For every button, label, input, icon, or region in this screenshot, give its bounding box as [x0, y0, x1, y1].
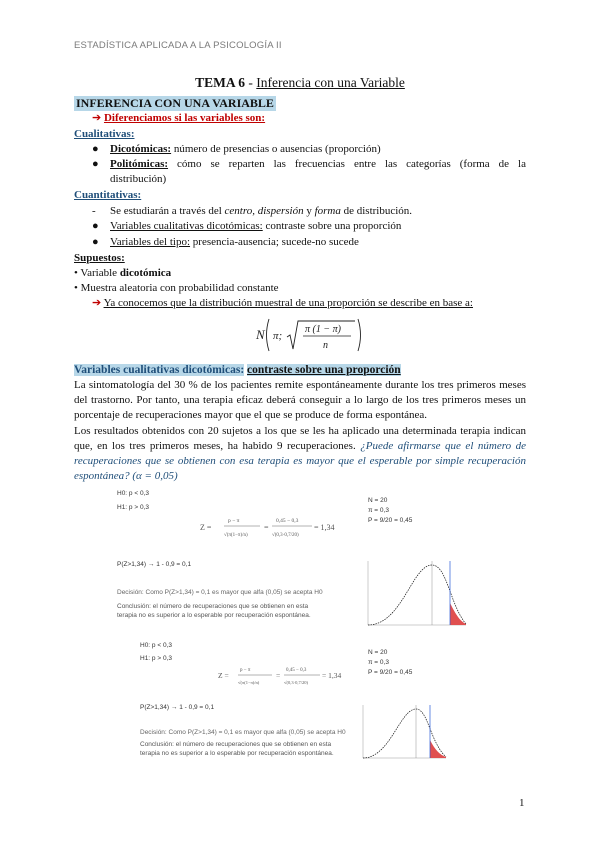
dicotomicas-item	[92, 142, 381, 156]
vdt-item	[92, 235, 359, 249]
b2-normal-curve-chart	[358, 700, 450, 766]
proportion-formula	[253, 315, 371, 355]
b2-n: N = 20	[368, 649, 388, 656]
section-heading-vcd	[74, 363, 401, 377]
bullet-icon: ●	[92, 236, 99, 248]
b1-prob: P(Z>1,34) → 1 - 0,9 = 0,1	[117, 561, 192, 568]
vcd-text: contraste sobre una proporción	[262, 220, 402, 232]
b1-z-formula	[200, 512, 360, 544]
section-heading-inferencia: INFERENCIA CON UNA VARIABLE	[76, 96, 274, 110]
supuesto-2: • Muestra aleatoria con probabilidad constante	[74, 282, 279, 294]
b1-p: P = 9/20 = 0,45	[368, 517, 413, 524]
b2-tail-area	[430, 740, 446, 758]
bullet-icon: ●	[92, 143, 99, 155]
p2-b: ¿Puede afirmarse que el número de recuperaciones que se obtienen con esa terapia es mayor que el esperable por simple recuperación espontánea? (α = 0,05)	[74, 440, 526, 482]
b1-pi: π = 0,3	[368, 507, 389, 514]
problem-paragraph-1: La sintomatología del 30 % de los pacientes remite espontáneamente durante los tres primeros meses del trastorno. Por tanto, una terapia eficaz deberá conseguir a lo largo de los tres primeros meses un porcentaje de recuperaciones mayor que el que se produce de forma espontánea.	[74, 379, 526, 421]
b2-z-formula	[218, 662, 368, 692]
page-number: 1	[519, 797, 525, 809]
diferenciamos-line	[92, 111, 265, 125]
b1-conclusion2: terapia no es superior a lo esperable por recuperación espontánea.	[117, 612, 311, 619]
b2-curve-svg	[358, 700, 450, 766]
b2-f2num: 0,45 − 0,3	[286, 668, 307, 673]
cuant-text-a: Se estudiarán a través del	[110, 205, 225, 217]
b2-h0: H0: p < 0,3	[140, 642, 172, 649]
arrow-icon: ➔	[92, 297, 102, 309]
supuestos-heading: Supuestos:	[74, 252, 125, 264]
bullet-icon: ●	[92, 158, 99, 170]
page-title	[0, 75, 600, 91]
b2-z-svg	[218, 662, 368, 692]
cualitativas-heading: Cualitativas:	[74, 128, 135, 140]
p2-a: Los resultados obtenidos con 20 sujetos a los que se les ha aplicado una determinada terapia indican que, en los tres primeros meses, ha habido 9 recuperaciones.	[74, 425, 526, 452]
svg-text:=: =	[264, 523, 269, 532]
running-header: ESTADÍSTICA APLICADA A LA PSICOLOGÍA II	[74, 40, 282, 51]
formula-pi: π;	[273, 330, 283, 342]
b1-z-svg	[200, 512, 360, 544]
b2-prob: P(Z>1,34) → 1 - 0,9 = 0,1	[140, 704, 215, 711]
diferenciamos-text: Diferenciamos si las variables son:	[103, 112, 266, 124]
vdt-label: Variables del tipo:	[110, 236, 191, 248]
b2-f1num: p − π	[240, 668, 251, 673]
arrow-icon: ➔	[92, 112, 102, 124]
b1-tail-area	[450, 603, 466, 625]
b1-zval: = 1,34	[314, 523, 335, 532]
cuant-text-d: forma	[314, 205, 341, 217]
b2-pi: π = 0,3	[368, 659, 389, 666]
svg-text:=: =	[276, 671, 281, 680]
b1-f1den: √(π(1−π)/n)	[224, 533, 248, 538]
b2-f1den: √(π(1−π)/n)	[238, 680, 260, 685]
politomicas-text2: distribución)	[110, 173, 167, 185]
ya-conocemos-line	[92, 296, 473, 310]
dicotomicas-label: Dicotómicas:	[110, 143, 172, 155]
bullet-icon: ●	[92, 220, 99, 232]
b2-h1: H1: p > 0,3	[140, 655, 172, 662]
formula-n: N	[256, 327, 265, 342]
b2-f2den: √(0,3·0,7/20)	[284, 680, 308, 685]
problem-paragraph-2	[74, 424, 526, 484]
b2-p: P = 9/20 = 0,45	[368, 669, 413, 676]
formula-svg	[253, 315, 371, 355]
politomicas-item	[92, 157, 526, 171]
b2-zval: = 1,34	[322, 671, 342, 680]
vcd-item	[92, 219, 401, 233]
cuant-text-c: y	[303, 205, 315, 217]
b1-z: Z =	[200, 523, 212, 532]
b1-f2den: √(0,3·0,7/20)	[272, 533, 299, 538]
ya-conocemos-text: Ya conocemos que la distribución muestral de una proporción se describe en base a:	[103, 297, 473, 309]
sup1-a: • Variable	[74, 267, 120, 279]
supuesto-1	[74, 266, 171, 280]
title-rest: Inferencia con una Variable	[256, 75, 405, 90]
formula-num: π (1 − π)	[305, 324, 341, 335]
b2-conclusion1: Conclusión: el número de recuperaciones que se obtienen en esta	[140, 741, 332, 748]
b1-n: N = 20	[368, 497, 388, 504]
cuant-text-e: de distribución.	[340, 205, 413, 217]
politomicas-text1: cómo se reparten las frecuencias entre las categorías (forma de la	[168, 158, 526, 170]
cuantitativas-heading: Cuantitativas:	[74, 189, 142, 201]
b2-z: Z =	[218, 671, 229, 680]
section2-b: contraste sobre una proporción	[247, 364, 401, 376]
title-bold: TEMA 6	[195, 75, 246, 90]
b2-decision: Decisión: Como P(Z>1,34) = 0,1 es mayor que alfa (0,05) se acepta H0	[140, 729, 346, 736]
b1-decision: Decisión: Como P(Z>1,34) = 0,1 es mayor que alfa (0,05) se acepta H0	[117, 589, 323, 596]
b1-conclusion1: Conclusión: el número de recuperaciones que se obtienen en esta	[117, 603, 309, 610]
vcd-label: Variables cualitativas dicotómicas:	[110, 220, 263, 232]
sup1-b: dicotómica	[119, 267, 172, 279]
politomicas-label: Politómicas:	[110, 158, 169, 170]
cuant-text-b: centro, dispersión	[224, 205, 304, 217]
b1-normal-curve-chart	[362, 555, 472, 635]
b1-f2num: 0,45 − 0,3	[276, 518, 299, 524]
formula-den: n	[323, 340, 328, 351]
b1-h0: H0: p < 0,3	[117, 490, 149, 497]
cuantitativas-item	[92, 204, 412, 218]
b2-conclusion2: terapia no es superior a lo esperable por recuperación espontánea.	[140, 750, 334, 757]
b1-f1num: p − π	[228, 518, 240, 524]
dash-icon: -	[92, 205, 96, 217]
section2-a: Variables cualitativas dicotómicas:	[74, 364, 245, 376]
b1-h1: H1: p > 0,3	[117, 504, 149, 511]
vdt-text: presencia-ausencia; sucede-no sucede	[190, 236, 359, 248]
title-sep: -	[245, 75, 257, 90]
dicotomicas-text: número de presencias o ausencias (proporción)	[171, 143, 381, 155]
b1-curve-svg	[362, 555, 472, 635]
